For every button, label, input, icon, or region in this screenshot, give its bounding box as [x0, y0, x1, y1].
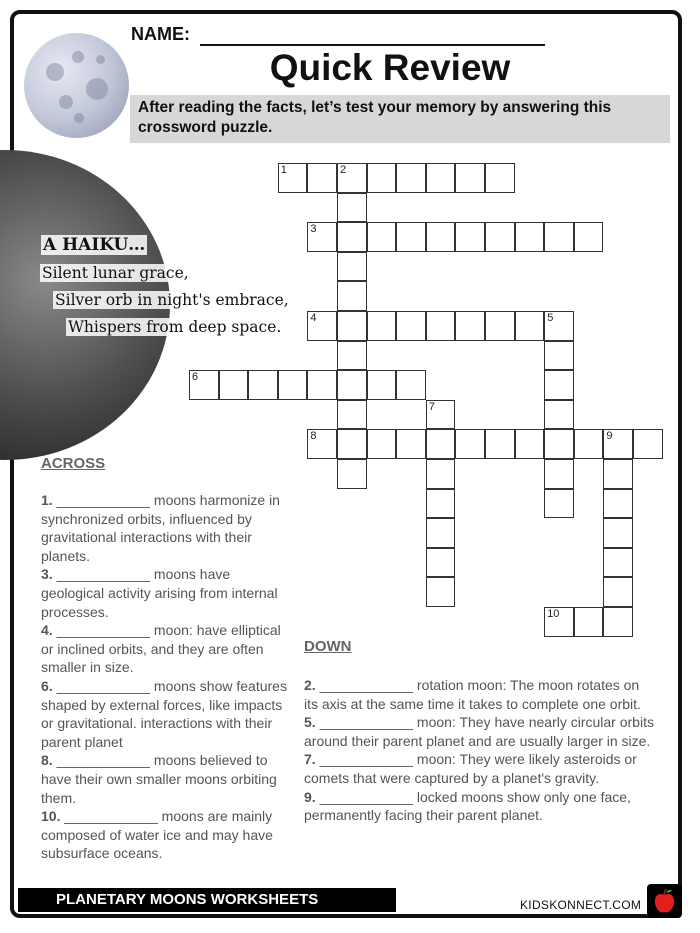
clue-across-10: 10. ____________ moons are mainly composed of water ice and may have subsurface oceans. [41, 808, 273, 862]
crossword-cell[interactable] [337, 341, 367, 371]
footer-worksheet-label: PLANETARY MOONS WORKSHEETS [18, 888, 396, 912]
crossword-cell[interactable] [544, 459, 574, 489]
crossword-cell[interactable] [396, 222, 426, 252]
crossword-cell[interactable] [574, 429, 604, 459]
crossword-cell[interactable] [367, 222, 397, 252]
clue-across-8: 8. ____________ moons believed to have their own smaller moons orbiting them. [41, 752, 277, 806]
crossword-cell[interactable] [544, 400, 574, 430]
crossword-cell[interactable] [367, 163, 397, 193]
clue-number: 3 [310, 223, 317, 236]
crossword-cell[interactable] [307, 163, 337, 193]
clue-number: 1 [280, 164, 287, 176]
crossword-cell[interactable] [426, 577, 456, 607]
haiku-title: A HAIKU… [43, 235, 146, 255]
crossword-cell[interactable] [337, 252, 367, 282]
crossword-cell[interactable] [189, 370, 219, 400]
crossword-cell[interactable] [544, 311, 574, 341]
crossword-cell[interactable] [426, 311, 456, 341]
across-clues [41, 491, 291, 863]
crossword-cell[interactable] [603, 489, 633, 519]
crossword-cell[interactable] [307, 222, 337, 252]
crossword-cell[interactable] [337, 163, 367, 193]
clue-number: 2 [340, 164, 347, 176]
crossword-cell[interactable] [603, 577, 633, 607]
crossword-cell[interactable] [337, 429, 367, 459]
crossword-cell[interactable] [337, 193, 367, 223]
clue-across-6: 6. ____________ moons show features shaped by external forces, like impacts or gravitational. interactions with their parent planet [41, 677, 287, 750]
name-label: NAME: [131, 24, 190, 44]
crossword-cell[interactable] [426, 489, 456, 519]
crossword-cell[interactable] [367, 370, 397, 400]
crossword-cell[interactable] [248, 370, 278, 400]
clue-down-9: 9. ____________ locked moons show only one face, permanently facing their parent planet. [304, 788, 631, 824]
clue-number: 6 [192, 371, 199, 384]
crossword-cell[interactable] [633, 429, 663, 459]
crossword-cell[interactable] [307, 370, 337, 400]
apple-logo [647, 884, 682, 918]
crossword-cell[interactable] [485, 429, 515, 459]
clue-number: 4 [310, 312, 317, 324]
crossword-cell[interactable] [544, 222, 574, 252]
crossword-cell[interactable] [426, 400, 456, 430]
crossword-cell[interactable] [574, 222, 604, 252]
crossword-cell[interactable] [396, 370, 426, 400]
crossword-cell[interactable] [426, 163, 456, 193]
crossword-cell[interactable] [603, 429, 633, 459]
crossword-cell[interactable] [367, 429, 397, 459]
crossword-cell[interactable] [603, 518, 633, 548]
crossword-cell[interactable] [337, 459, 367, 489]
clue-number: 7 [428, 400, 435, 413]
moon-illustration [24, 33, 129, 138]
crossword-cell[interactable] [396, 163, 426, 193]
crossword-cell[interactable] [485, 222, 515, 252]
crossword-cell[interactable] [426, 548, 456, 578]
crossword-cell[interactable] [574, 607, 604, 637]
crossword-cell[interactable] [278, 163, 308, 193]
instructions: After reading the facts, let’s test your memory by answering this crossword puzzle. [130, 95, 670, 143]
crossword-cell[interactable] [396, 429, 426, 459]
crossword-cell[interactable] [603, 548, 633, 578]
crossword-cell[interactable] [485, 163, 515, 193]
down-clues [304, 676, 656, 825]
crossword-cell[interactable] [396, 311, 426, 341]
footer-site: KIDSKONNECT.COM [520, 898, 642, 912]
crossword-cell[interactable] [544, 370, 574, 400]
crossword-cell[interactable] [544, 429, 574, 459]
apple-icon [647, 884, 682, 918]
clue-number: 10 [547, 608, 560, 620]
crossword-cell[interactable] [426, 518, 456, 548]
clue-down-2: 2. ____________ rotation moon: The moon rotates on its axis at the same time it takes to complete one orbit. [304, 677, 641, 712]
crossword-cell[interactable] [337, 222, 367, 252]
crossword-cell[interactable] [426, 222, 456, 252]
crossword-cell[interactable] [426, 459, 456, 489]
crossword-cell[interactable] [426, 429, 456, 459]
clue-number: 9 [606, 430, 613, 443]
crossword-cell[interactable] [544, 607, 574, 637]
haiku-line: Silver orb in night's embrace, [55, 291, 289, 309]
crossword-cell[interactable] [603, 459, 633, 489]
crossword-cell[interactable] [455, 429, 485, 459]
crossword-cell[interactable] [455, 163, 485, 193]
crossword-cell[interactable] [455, 311, 485, 341]
crossword-cell[interactable] [337, 400, 367, 430]
crossword-cell[interactable] [307, 429, 337, 459]
crossword-cell[interactable] [603, 607, 633, 637]
crossword-cell[interactable] [337, 311, 367, 341]
clue-down-5: 5. ____________ moon: They have nearly circular orbits around their parent planet and are usually larger in size. [304, 714, 654, 749]
clue-down-7: 7. ____________ moon: They were likely asteroids or comets that were captured by a planet's gravity. [304, 751, 637, 786]
crossword-cell[interactable] [337, 370, 367, 400]
crossword-cell[interactable] [278, 370, 308, 400]
across-heading: ACROSS [41, 455, 106, 472]
crossword-cell[interactable] [544, 489, 574, 519]
clue-across-3: 3. ____________ moons have geological activity arising from internal processes. [41, 566, 278, 620]
crossword-cell[interactable] [455, 222, 485, 252]
crossword-cell[interactable] [307, 311, 337, 341]
clue-across-1: 1. ____________ moons harmonize in synchronized orbits, influenced by gravitational interactions with their planets. [41, 492, 280, 564]
crossword-cell[interactable] [515, 222, 545, 252]
crossword-cell[interactable] [367, 311, 397, 341]
name-field[interactable] [200, 44, 545, 46]
crossword-cell[interactable] [485, 311, 515, 341]
page-title: Quick Review [269, 47, 511, 88]
haiku-line: Whispers from deep space. [68, 318, 282, 336]
clue-across-4: 4. ____________ moon: have elliptical or inclined orbits, and they are often smaller in size. [41, 622, 281, 676]
crossword-cell[interactable] [515, 429, 545, 459]
haiku-line: Silent lunar grace, [42, 264, 189, 282]
crossword-cell[interactable] [219, 370, 249, 400]
crossword-cell[interactable] [515, 311, 545, 341]
clue-number: 8 [310, 430, 317, 443]
crossword-cell[interactable] [337, 281, 367, 311]
down-heading: DOWN [304, 638, 352, 655]
crossword-cell[interactable] [544, 341, 574, 371]
clue-number: 5 [547, 312, 554, 324]
